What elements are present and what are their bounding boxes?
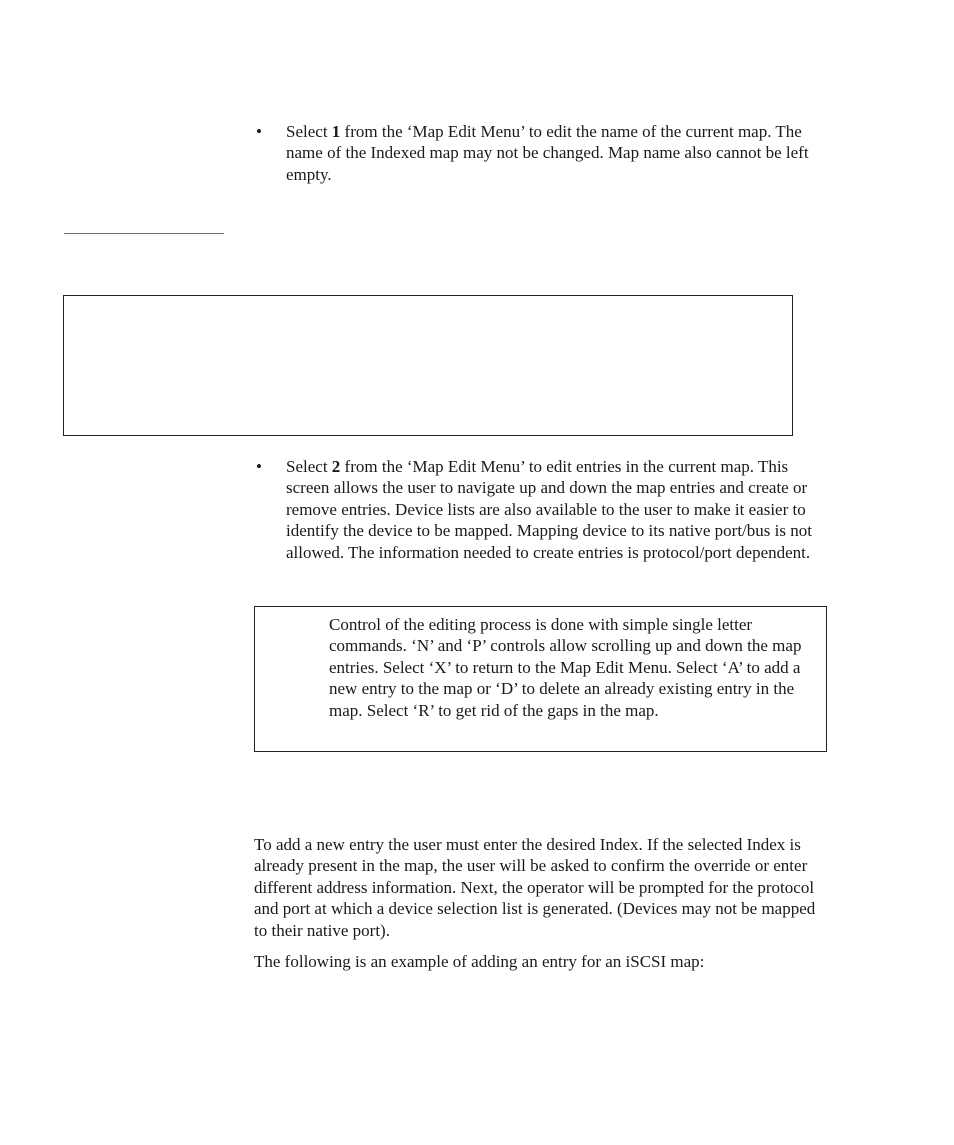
body-paragraph-example: The following is an example of adding an entry for an iSCSI map:	[254, 952, 705, 971]
bullet-icon: •	[256, 122, 262, 141]
body-paragraph-add-entry: To add a new entry the user must enter the desired Index. If the selected Index is already present in the map, the user will be asked to confirm the override or enter different address information. Next, the operator will be prompted for the protocol and port at which a device selection list is generated. (Devices may not be mapped to their native port).	[254, 835, 816, 940]
bullet-item-edit-name	[256, 121, 826, 185]
bullet-text	[286, 456, 826, 563]
bullet-text-pre: Select	[286, 457, 332, 476]
bullet-text-pre: Select	[286, 122, 332, 141]
screen-figure-frame	[63, 295, 793, 436]
bullet-item-edit-entries	[256, 456, 826, 563]
note-text: Control of the editing process is done with simple single letter commands. ‘N’ and ‘P’ controls allow scrolling up and down the map entries. Select ‘X’ to return to the Map Edit Menu. Select ‘A’ to add a new entry to the map or ‘D’ to delete an already existing entry in the map. Select ‘R’ to get rid of the gaps in the map.	[329, 615, 802, 720]
figure-rule	[64, 233, 224, 234]
note-box	[254, 606, 827, 752]
menu-option-key: 2	[331, 457, 341, 476]
bullet-text-post: from the ‘Map Edit Menu’ to edit entries in the current map. This screen allows the user to navigate up and down the map entries and create or remove entries. Device lists are also available to the user to make it easier to identify the device to be mapped. Mapping device to its native port/bus is not allowed. The information needed to create entries is protocol/port dependent.	[286, 457, 812, 562]
menu-option-key: 1	[331, 122, 341, 141]
bullet-text-post: from the ‘Map Edit Menu’ to edit the name of the current map. The name of the Indexed map may not be changed. Map name also cannot be left empty.	[286, 122, 809, 184]
bullet-icon: •	[256, 457, 262, 476]
bullet-text	[286, 121, 826, 185]
